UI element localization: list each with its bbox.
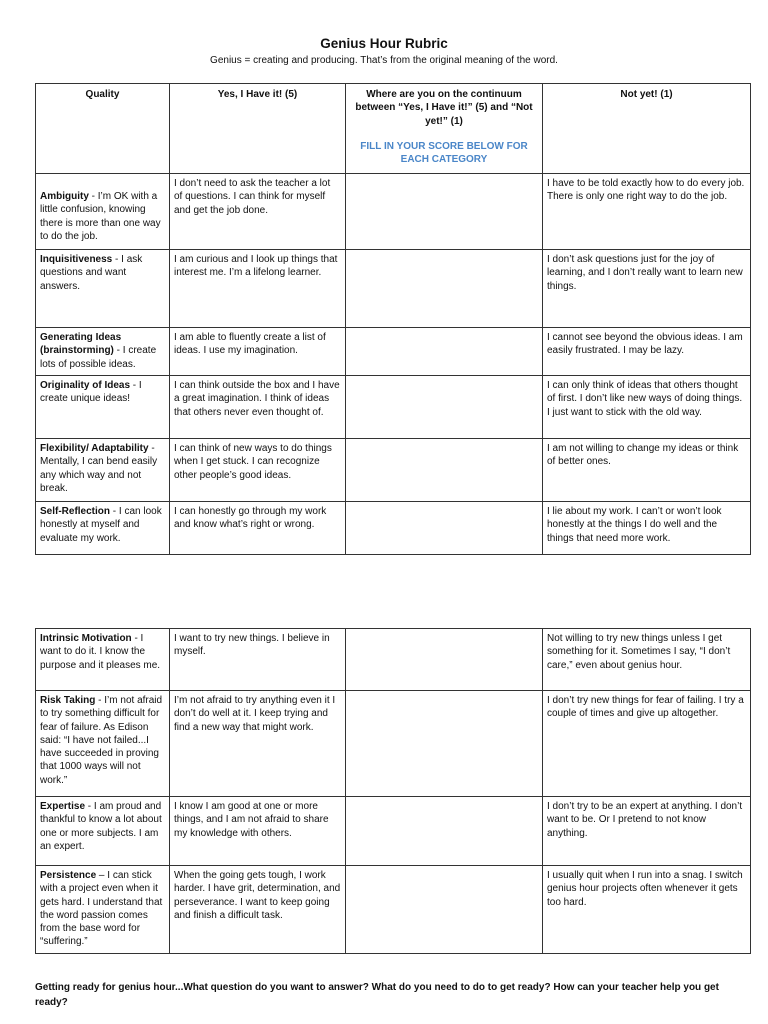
quality-cell bbox=[36, 174, 170, 250]
quality-name: Self-Reflection bbox=[40, 506, 111, 517]
header-row bbox=[36, 84, 751, 174]
yes-cell: I know I am good at one or more things, and I am not afraid to share my knowledge with others. bbox=[170, 797, 346, 866]
quality-description: - I can look honestly at myself and evaluate my work. bbox=[40, 506, 162, 544]
score-cell[interactable] bbox=[346, 866, 543, 954]
rubric-row bbox=[36, 629, 751, 691]
score-cell[interactable] bbox=[346, 797, 543, 866]
not-yet-cell: I cannot see beyond the obvious ideas. I am easily frustrated. I may be lazy. bbox=[543, 328, 751, 376]
rubric-row bbox=[36, 439, 751, 502]
rubric-row bbox=[36, 328, 751, 376]
score-cell[interactable] bbox=[346, 502, 543, 555]
quality-description: – I can stick with a project even when it gets hard. I understand that the word passion comes from the base word for “suffering.” bbox=[40, 870, 163, 948]
not-yet-cell: I don’t try to be an expert at anything. I don’t want to be. Or I pretend to not know anything. bbox=[543, 797, 751, 866]
score-cell[interactable] bbox=[346, 629, 543, 691]
not-yet-cell: Not willing to try new things unless I get something for it. Sometimes I say, “I don’t care,” even about genius hour. bbox=[543, 629, 751, 691]
quality-description: - I create unique ideas! bbox=[40, 380, 142, 405]
header-continuum bbox=[346, 84, 543, 174]
page-title: Genius Hour Rubric bbox=[320, 36, 448, 51]
yes-cell: I’m not afraid to try anything even it I don’t do well at it. I keep trying and find a new way that might work. bbox=[170, 691, 346, 797]
quality-description: - I create lots of possible ideas. bbox=[40, 345, 157, 370]
header-quality: Quality bbox=[36, 84, 170, 174]
quality-cell bbox=[36, 250, 170, 328]
not-yet-cell: I don’t ask questions just for the joy of learning, and I don’t really want to learn new things. bbox=[543, 250, 751, 328]
rubric-row bbox=[36, 250, 751, 328]
header-not-yet: Not yet! (1) bbox=[543, 84, 751, 174]
not-yet-cell: I have to be told exactly how to do every job. There is only one right way to do the job. bbox=[543, 174, 751, 250]
rubric-row bbox=[36, 691, 751, 797]
quality-cell bbox=[36, 328, 170, 376]
yes-cell: I can think of new ways to do things when I get stuck. I can recognize other people’s good ideas. bbox=[170, 439, 346, 502]
quality-description: - Mentally, I can bend easily any which way and not break. bbox=[40, 443, 158, 494]
score-cell[interactable] bbox=[346, 691, 543, 797]
quality-description: - I ask questions and want answers. bbox=[40, 254, 143, 292]
rubric-row bbox=[36, 376, 751, 439]
rubric-row bbox=[36, 174, 751, 250]
quality-name: Inquisitiveness bbox=[40, 254, 113, 265]
quality-name: Generating Ideas (brainstorming) bbox=[40, 332, 122, 357]
yes-cell: I am able to fluently create a list of ideas. I use my imagination. bbox=[170, 328, 346, 376]
score-cell[interactable] bbox=[346, 250, 543, 328]
not-yet-cell: I lie about my work. I can’t or won’t look honestly at the things I do well and the things that need more work. bbox=[543, 502, 751, 555]
rubric-table-part1 bbox=[35, 83, 751, 555]
quality-cell bbox=[36, 629, 170, 691]
footer-question: Getting ready for genius hour...What question do you want to answer? What do you need to do to get ready? How can your teacher help you get ready? bbox=[35, 982, 719, 1008]
not-yet-cell: I am not willing to change my ideas or think of better ones. bbox=[543, 439, 751, 502]
score-cell[interactable] bbox=[346, 439, 543, 502]
quality-cell bbox=[36, 502, 170, 555]
fill-score-note: FILL IN YOUR SCORE BELOW FOR EACH CATEGORY bbox=[360, 140, 528, 166]
quality-description: - I’m OK with a little confusion, knowing there is more than one way to do the job. bbox=[40, 191, 161, 242]
not-yet-cell: I don’t try new things for fear of failing. I try a couple of times and give up altogether. bbox=[543, 691, 751, 797]
quality-name: Originality of Ideas bbox=[40, 380, 131, 391]
quality-cell bbox=[36, 797, 170, 866]
yes-cell: I don’t need to ask the teacher a lot of questions. I can think for myself and get the job done. bbox=[170, 174, 346, 250]
score-cell[interactable] bbox=[346, 376, 543, 439]
not-yet-cell: I usually quit when I run into a snag. I switch genius hour projects often whenever it gets too hard. bbox=[543, 866, 751, 954]
quality-description: - I am proud and thankful to know a lot about one or more subjects. I am an expert. bbox=[40, 801, 162, 852]
header-yes: Yes, I Have it! (5) bbox=[170, 84, 346, 174]
quality-cell bbox=[36, 866, 170, 954]
score-cell[interactable] bbox=[346, 328, 543, 376]
quality-description: - I want to do it. I know the purpose and it pleases me. bbox=[40, 633, 161, 671]
quality-cell bbox=[36, 439, 170, 502]
rubric-row bbox=[36, 797, 751, 866]
quality-cell bbox=[36, 691, 170, 797]
yes-cell: I can honestly go through my work and know what’s right or wrong. bbox=[170, 502, 346, 555]
quality-description: - I’m not afraid to try something difficult for fear of failure. As Edison said: “I have not failed...I have succeeded in proving that 1000 ways will not work.” bbox=[40, 695, 163, 786]
quality-name: Risk Taking bbox=[40, 695, 96, 706]
yes-cell: I want to try new things. I believe in myself. bbox=[170, 629, 346, 691]
page-subtitle: Genius = creating and producing. That’s from the original meaning of the word. bbox=[210, 55, 558, 66]
score-cell[interactable] bbox=[346, 174, 543, 250]
rubric-row bbox=[36, 502, 751, 555]
yes-cell: I can think outside the box and I have a great imagination. I think of ideas that others never even thought of. bbox=[170, 376, 346, 439]
yes-cell: I am curious and I look up things that interest me. I’m a lifelong learner. bbox=[170, 250, 346, 328]
quality-name: Ambiguity bbox=[40, 191, 89, 202]
quality-name: Persistence bbox=[40, 870, 97, 881]
quality-name: Intrinsic Motivation bbox=[40, 633, 132, 644]
rubric-row bbox=[36, 866, 751, 954]
quality-name: Expertise bbox=[40, 801, 86, 812]
quality-name: Flexibility/ Adaptability bbox=[40, 443, 149, 454]
yes-cell: When the going gets tough, I work harder. I have grit, determination, and perseverance. I want to keep going and finish a difficult task. bbox=[170, 866, 346, 954]
not-yet-cell: I can only think of ideas that others thought of first. I don’t like new ways of doing things. I just want to stick with the old way. bbox=[543, 376, 751, 439]
header-continuum-text: Where are you on the continuum between “Yes, I Have it!” (5) and “Not yet!” (1) bbox=[355, 89, 533, 127]
rubric-table-part2 bbox=[35, 628, 751, 954]
quality-cell bbox=[36, 376, 170, 439]
